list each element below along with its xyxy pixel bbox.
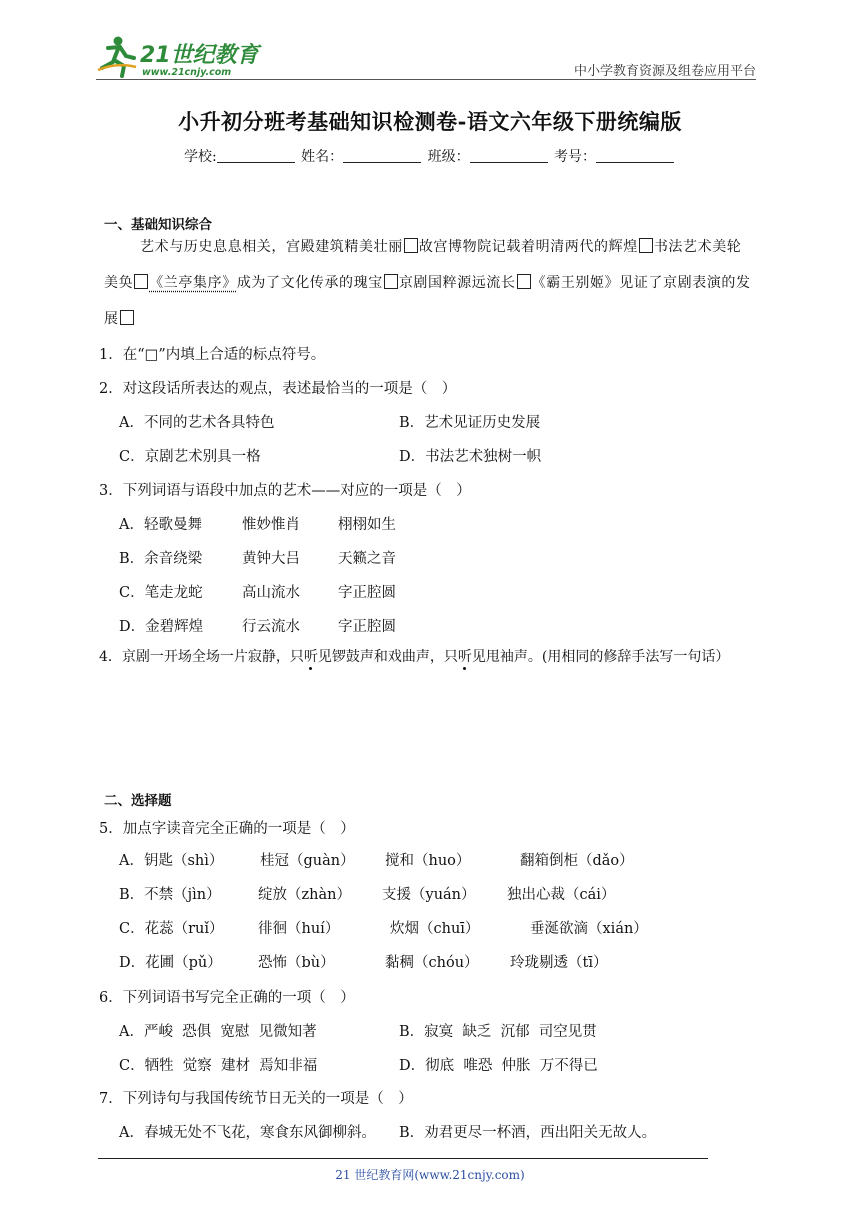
q5-a-word-2: 桂冠（guàn） <box>260 853 355 869</box>
header-divider <box>96 79 756 80</box>
exam-no-field[interactable] <box>596 148 674 163</box>
question-5-stem: 5．加点字读音完全正确的一项是（ ） <box>99 821 355 837</box>
footer-text[interactable]: 21 世纪教育网(www.21cnjy.com) <box>335 1168 525 1182</box>
q6-option-c[interactable]: C．牺牲 觉察 建材 焉知非福 <box>119 1058 318 1074</box>
svg-text:www.21cnjy.com: www.21cnjy.com <box>142 67 232 78</box>
logo <box>96 34 266 80</box>
page-title: 小升初分班考基础知识检测卷-语文六年级下册统编版 <box>178 109 682 134</box>
question-7-stem: 7．下列诗句与我国传统节日无关的一项是（ ） <box>99 1091 413 1107</box>
q3-option-b[interactable]: B．余音绕梁 <box>119 551 203 567</box>
q3-option-b-word-3: 天籁之音 <box>338 551 396 567</box>
q3-option-d-word-2: 行云流水 <box>242 619 300 635</box>
class-label: 班级： <box>427 149 470 165</box>
question-2-stem: 2．对这段话所表达的观点，表述最恰当的一项是（ ） <box>99 381 457 397</box>
section-heading: 一、基础知识综合 <box>104 217 212 233</box>
passage-line-1: 艺术与历史息息相关，宫殿建筑精美壮丽 故宫博物院记载着明清两代的辉煌 书法艺术美轮 <box>140 239 742 255</box>
runner-icon <box>98 37 136 77</box>
punctuation-box[interactable] <box>639 238 653 253</box>
q5-b-word-3: 支援（yuán） <box>382 887 476 903</box>
q2-option-d[interactable]: D．书法艺术独树一帜 <box>399 449 542 465</box>
punctuation-box[interactable] <box>120 310 134 325</box>
q2-option-b[interactable]: B．艺术见证历史发展 <box>399 415 541 431</box>
name-field[interactable] <box>343 148 421 163</box>
q5-option-d[interactable]: D．花圃（pǔ） <box>119 955 222 971</box>
q5-option-b[interactable]: B．不禁（jìn） <box>119 887 221 903</box>
q5-d-word-2: 恐怖（bù） <box>258 955 335 971</box>
question-4: 4．京剧一开场全场一片寂静，只听见锣鼓声和戏曲声，只听见甩袖声。(用相同的修辞手法写一句话） <box>99 649 730 665</box>
q5-d-word-4: 玲珑剔透（tī） <box>510 955 608 971</box>
class-field[interactable] <box>470 148 548 163</box>
question-6-stem: 6．下列词语书写完全正确的一项（ ） <box>99 990 355 1006</box>
question-3-stem: 3．下列词语与语段中加点的艺术——对应的一项是（ ） <box>99 483 471 499</box>
q5-a-word-4: 翻箱倒柜（dǎo） <box>520 853 634 869</box>
q2-option-c[interactable]: C．京剧艺术别具一格 <box>119 449 261 465</box>
q3-option-b-word-2: 黄钟大吕 <box>242 551 300 567</box>
q5-a-word-3: 搅和（huo） <box>385 853 471 869</box>
svg-text:21世纪教育: 21世纪教育 <box>140 43 259 68</box>
q5-option-c[interactable]: C．花蕊（ruǐ） <box>119 921 224 937</box>
q6-option-d[interactable]: D．彻底 唯恐 仲胀 万不得已 <box>399 1058 598 1074</box>
q3-option-a-word-3: 栩栩如生 <box>338 517 396 533</box>
q3-option-d[interactable]: D．金碧辉煌 <box>119 619 204 635</box>
q5-c-word-4: 垂涎欲滴（xián） <box>530 921 648 937</box>
q3-option-a-word-2: 惟妙惟肖 <box>242 517 300 533</box>
punctuation-box[interactable] <box>404 238 418 253</box>
q5-d-word-3: 黏稠（chóu） <box>385 955 479 971</box>
q7-option-b[interactable]: B．劝君更尽一杯酒，西出阳关无故人。 <box>399 1125 657 1141</box>
q5-c-word-2: 徘徊（huí） <box>258 921 340 937</box>
q6-option-b[interactable]: B．寂寞 缺乏 沉郁 司空见贯 <box>399 1024 597 1040</box>
footer-divider <box>98 1158 708 1159</box>
passage-line-3: 展 <box>104 308 135 328</box>
platform-name: 中小学教育资源及组卷应用平台 <box>573 64 756 79</box>
q3-option-a[interactable]: A．轻歌曼舞 <box>119 517 202 533</box>
name-label: 姓名： <box>301 149 344 165</box>
q5-b-word-4: 独出心裁（cái） <box>507 887 616 903</box>
q6-option-a[interactable]: A．严峻 恐俱 宽慰 见微知著 <box>119 1024 317 1040</box>
q5-option-a[interactable]: A．钥匙（shì） <box>119 853 224 869</box>
q3-option-c-word-2: 高山流水 <box>242 585 300 601</box>
school-field[interactable] <box>217 148 295 163</box>
student-info-line <box>0 146 860 166</box>
q2-option-a[interactable]: A．不同的艺术各具特色 <box>119 415 275 431</box>
q3-option-c[interactable]: C．笔走龙蛇 <box>119 585 203 601</box>
q5-b-word-2: 绽放（zhàn） <box>258 887 351 903</box>
passage-line-2: 美奂 《兰亭集序》成为了文化传承的瑰宝 京剧国粹源远流长 《霸王别姬》见证了京剧表演的发 <box>104 275 751 291</box>
section-heading: 二、选择题 <box>104 793 172 809</box>
exam-no-label: 考号： <box>554 149 597 165</box>
punctuation-box[interactable] <box>517 274 531 289</box>
q5-c-word-3: 炊烟（chuī） <box>390 921 480 937</box>
school-label: 学校: <box>183 149 217 165</box>
q7-option-a[interactable]: A．春城无处不飞花，寒食东风御柳斜。 <box>119 1125 376 1141</box>
punctuation-box[interactable] <box>134 274 148 289</box>
q3-option-d-word-3: 字正腔圆 <box>338 619 396 635</box>
punctuation-box[interactable] <box>384 274 398 289</box>
question-1: 1．在“□”内填上合适的标点符号。 <box>99 347 326 363</box>
q3-option-c-word-3: 字正腔圆 <box>338 585 396 601</box>
